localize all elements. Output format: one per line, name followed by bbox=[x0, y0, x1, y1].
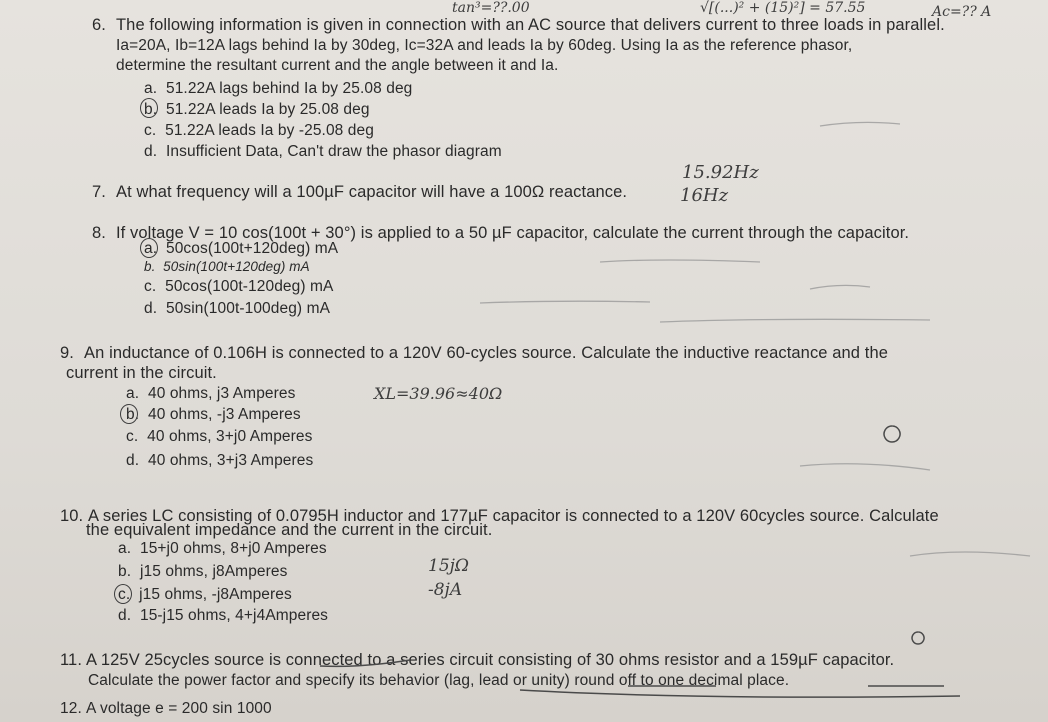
q7-number: 7. bbox=[92, 183, 106, 201]
q10-option-a: a. 15+j0 ohms, 8+j0 Amperes bbox=[118, 540, 327, 557]
q9-line2: current in the circuit. bbox=[66, 364, 217, 382]
q12-number: 12. bbox=[60, 700, 82, 717]
q6-option-d: d. Insufficient Data, Can't draw the phasor diagram bbox=[144, 143, 502, 160]
q6-line3: determine the resultant current and the angle between it and Ia. bbox=[116, 57, 559, 74]
q6-option-c: c. 51.22A leads Ia by -25.08 deg bbox=[144, 122, 374, 139]
q9-option-d: d. 40 ohms, 3+j3 Amperes bbox=[126, 452, 314, 469]
q11-line1: A 125V 25cycles source is connected to a series circuit consisting of 30 ohms resistor and a 159µF capacitor. bbox=[86, 651, 895, 669]
header-scrawl-formula: √[(...)² + (15)²] = 57.55 bbox=[700, 0, 866, 16]
q7-handwritten-2: 16Hz bbox=[680, 185, 729, 206]
q9-option-c: c. 40 ohms, 3+j0 Amperes bbox=[126, 428, 313, 445]
header-scrawl-left: tan³=??.00 bbox=[452, 0, 530, 16]
q8-option-b: b. 50sin(100t+120deg) mA bbox=[144, 259, 310, 274]
q11-line2: Calculate the power factor and specify its behavior (lag, lead or unity) round off to one decimal place. bbox=[88, 672, 790, 689]
q9-handwritten: XL=39.96≈40Ω bbox=[374, 384, 503, 403]
q10-number: 10. bbox=[60, 507, 84, 525]
header-scrawl-right: Ac=?? A bbox=[932, 4, 992, 20]
q10-line1: A series LC consisting of 0.0795H inductor and 177µF capacitor is connected to a 120V 60cycles source. Calculate bbox=[88, 507, 939, 525]
q10-option-b: b. j15 ohms, j8Amperes bbox=[118, 563, 288, 580]
q6-option-a: a. 51.22A lags behind Ia by 25.08 deg bbox=[144, 80, 413, 97]
q8-option-c: c. 50cos(100t-120deg) mA bbox=[144, 278, 334, 295]
q8-option-a: a. 50cos(100t+120deg) mA bbox=[144, 240, 339, 257]
q10-option-d: d. 15-j15 ohms, 4+j4Amperes bbox=[118, 607, 329, 624]
q10-handwritten-1: 15jΩ bbox=[428, 556, 469, 576]
q8-number: 8. bbox=[92, 224, 106, 242]
q9-line1: An inductance of 0.106H is connected to a 120V 60-cycles source. Calculate the inductive reactance and the bbox=[84, 344, 889, 362]
q10-option-c: c. j15 ohms, -j8Amperes bbox=[118, 586, 292, 603]
q9-option-b: b. 40 ohms, -j3 Amperes bbox=[126, 406, 301, 423]
q8-option-d: d. 50sin(100t-100deg) mA bbox=[144, 300, 331, 317]
q7-text: At what frequency will a 100µF capacitor will have a 100Ω reactance. bbox=[116, 183, 628, 201]
q8-text: If voltage V = 10 cos(100t + 30°) is applied to a 50 µF capacitor, calculate the current through the capacitor. bbox=[116, 224, 910, 242]
q6-line2: Ia=20A, Ib=12A lags behind Ia by 30deg, Ic=32A and leads Ia by 60deg. Using Ia as the reference phasor, bbox=[116, 37, 853, 54]
q11-number: 11. bbox=[60, 651, 83, 669]
q9-number: 9. bbox=[60, 344, 74, 362]
q12-text: A voltage e = 200 sin 1000 bbox=[86, 700, 272, 717]
q10-handwritten-2: -8jA bbox=[428, 580, 463, 600]
q9-option-a: a. 40 ohms, j3 Amperes bbox=[126, 385, 296, 402]
q6-number: 6. bbox=[92, 16, 106, 34]
q7-handwritten-1: 15.92Hz bbox=[682, 162, 759, 183]
q6-option-b: b. 51.22A leads Ia by 25.08 deg bbox=[144, 101, 370, 118]
q6-line1: The following information is given in connection with an AC source that delivers current to three loads in parallel. bbox=[116, 16, 945, 34]
q10-line2: the equivalent impedance and the current in the circuit. bbox=[86, 521, 493, 539]
